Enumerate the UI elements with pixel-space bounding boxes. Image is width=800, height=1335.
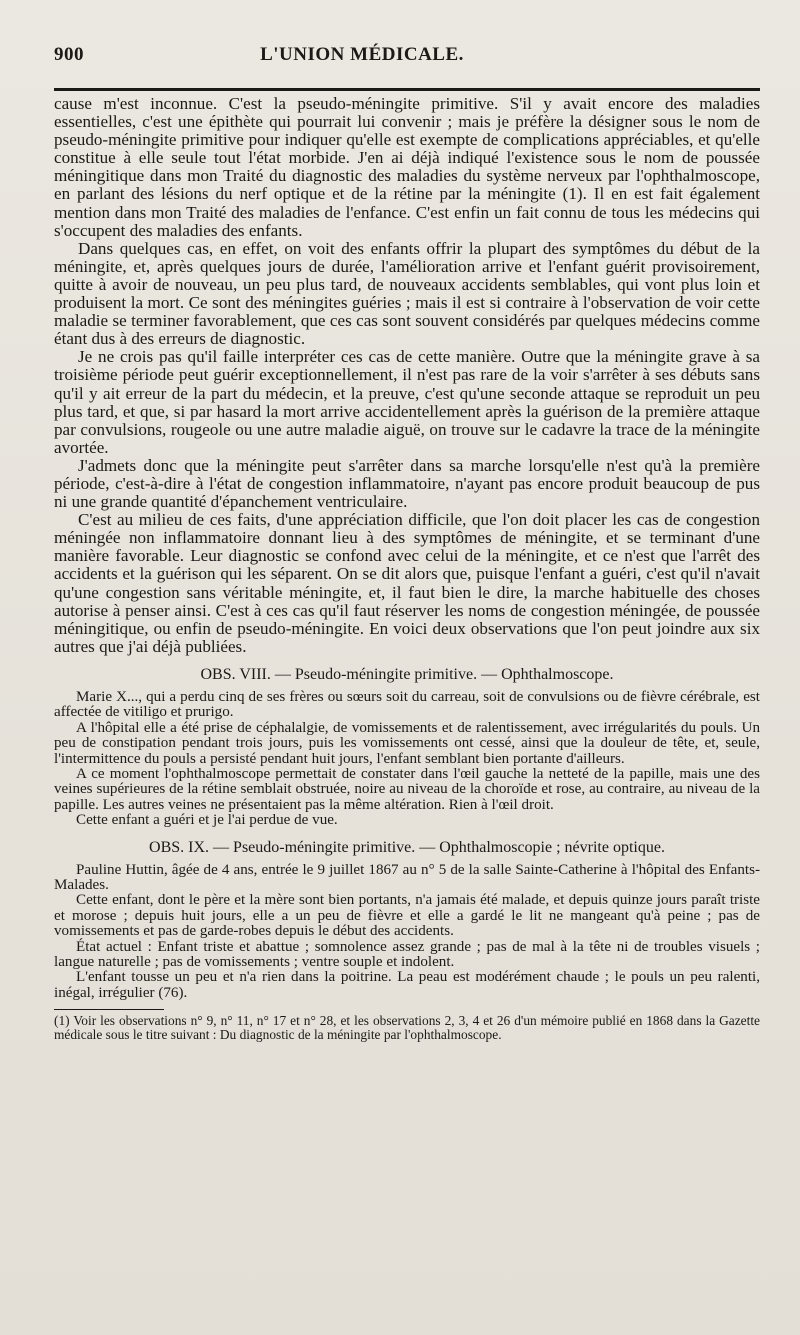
observation-8-text: [54, 690, 760, 829]
paragraph: Marie X..., qui a perdu cinq de ses frères ou sœurs soit du carreau, soit de convulsions ou de fièvre cérébrale, est affectée de vitiligo et prurigo.: [54, 688, 760, 721]
journal-title: L'UNION MÉDICALE.: [260, 44, 464, 65]
header-rule: [54, 88, 760, 91]
footnote: (1) Voir les observations n° 9, n° 11, n° 17 et n° 28, et les observations 2, 3, 4 et 26 d'un mémoire publié en 1868 dans la Gazette médicale sous le titre suivant : Du diagnostic de la méningite par l'ophthalmoscope.: [54, 1013, 760, 1043]
paragraph: Pauline Huttin, âgée de 4 ans, entrée le 9 juillet 1867 au n° 5 de la salle Sainte-Catherine à l'hôpital des Enfants-Malades.: [54, 861, 760, 893]
paragraph: A l'hôpital elle a été prise de céphalalgie, de vomissements et de ralentissement, avec irrégularités du pouls. Un peu de constipation pendant trois jours, puis les vomissements ont cessé, ainsi que la douleur de tête, et, seule, l'intermittence du pouls a persisté pendant huit jours, l'enfant semblant bien portante d'ailleurs.: [54, 719, 760, 767]
paragraph: Dans quelques cas, en effet, on voit des enfants offrir la plupart des symptômes du début de la méningite, et, après quelques jours de durée, l'amélioration arrive et l'enfant guérit provisoirement, quitte à avoir de nouveau, un peu plus tard, de nouveaux accidents semblables, qui vont plus loin et produisent la mort. Ce sont des méningites guéries ; mais il est si contraire à l'observation de voir cette maladie se terminer favorablement, que ces cas sont souvent considérés par quelques médecins comme étant dus à des erreurs de diagnostic.: [54, 238, 760, 349]
paragraph: A ce moment l'ophthalmoscope permettait de constater dans l'œil gauche la netteté de la papille, mais une des veines supérieures de la rétine semblait obstruée, noire au niveau de la choroïde et rose, au contraire, au niveau de la papille. Les autres veines ne présentaient pas la même altération. Rien à l'œil droit.: [54, 765, 760, 813]
paragraph: Je ne crois pas qu'il faille interpréter ces cas de cette manière. Outre que la méningite grave à sa troisième période peut guérir exceptionnellement, il n'est pas rare de la voir s'arrêter à ses débuts sans qu'il y ait erreur de la part du médecin, et la preuve, c'est qu'une seconde attaque se reproduit un peu plus tard, et que, si par hasard la mort arrive accidentellement après la guérison de la première attaque par convulsions, rougeole ou une autre maladie aiguë, on trouve sur le cadavre la trace de la méningite avortée.: [54, 347, 760, 457]
page-header: [54, 44, 760, 74]
paragraph: L'enfant tousse un peu et n'a rien dans la poitrine. La peau est modérément chaude ; le pouls un peu ralenti, inégal, irrégulier (76).: [54, 969, 760, 1001]
paragraph: Cette enfant, dont le père et la mère sont bien portants, n'a jamais été malade, et depuis quinze jours paraît triste et morose ; depuis huit jours, elle a un peu de fièvre et elle a gardé le lit ne mangeant qu'à peine ; pas de vomissements et pas de garde-robes depuis le début des accidents.: [54, 892, 760, 940]
paragraph: cause m'est inconnue. C'est la pseudo-méningite primitive. S'il y avait encore des maladies essentielles, c'est une épithète qui pourrait lui convenir ; mais je préfère la désigner sous le nom de pseudo-méningite primitive pour indiquer qu'elle est exempte de complications appréciables, et qu'elle constitue à elle seule tout l'état morbide. J'en ai déjà indiqué l'existence sous le nom de poussée méningitique dans mon Traité du diagnostic des maladies du système nerveux par l'ophthalmoscope, en parlant des lésions du nerf optique et de la rétine par la méningite (1). Il en est fait également mention dans mon Traité des maladies de l'enfance. C'est enfin un fait connu de tous les médecins qui s'occupent des maladies des enfants.: [54, 94, 760, 240]
observation-8-title: OBS. VIII. — Pseudo-méningite primitive. — Ophthalmoscope.: [200, 665, 614, 683]
observation-9-title: OBS. IX. — Pseudo-méningite primitive. — Ophthalmoscopie ; névrite optique.: [149, 838, 665, 856]
page-number: 900: [54, 44, 84, 65]
footnote-rule: [54, 1009, 164, 1010]
paragraph: J'admets donc que la méningite peut s'arrêter dans sa marche lorsqu'elle n'est qu'à la première période, c'est-à-dire à l'état de congestion inflammatoire, n'ayant pas encore produit beaucoup de pus ni une grande quantité d'épanchement ventriculaire.: [54, 455, 760, 512]
paragraph: C'est au milieu de ces faits, d'une appréciation difficile, que l'on doit placer les cas de congestion méningée non inflammatoire donnant lieu à des symptômes de méningite, et se terminant d'une manière favorable. Leur diagnostic se confond avec celui de la méningite, et ce n'est que l'arrêt des accidents et la guérison qui les séparent. On se dit alors que, puisque l'enfant a guéri, c'est qu'il n'avait qu'une congestion sans véritable méningite, et, il faut bien le dire, la marche habituelle des choses autorise à penser ainsi. C'est à ces cas qu'il faut réserver les noms de congestion méningée, de poussée méningitique, ou enfin de pseudo-méningite. En voici deux observations que l'on peut joindre aux six autres que j'ai déjà publiées.: [54, 510, 760, 656]
paragraph: Cette enfant a guéri et je l'ai perdue de vue.: [76, 812, 338, 829]
main-text: [54, 95, 760, 656]
paragraph: État actuel : Enfant triste et abattue ; somnolence assez grande ; pas de mal à la tête ni de troubles visuels ; langue naturelle ; pas de vomissements ; ventre souple et indolent.: [54, 938, 760, 970]
observation-9-text: [54, 863, 760, 1002]
